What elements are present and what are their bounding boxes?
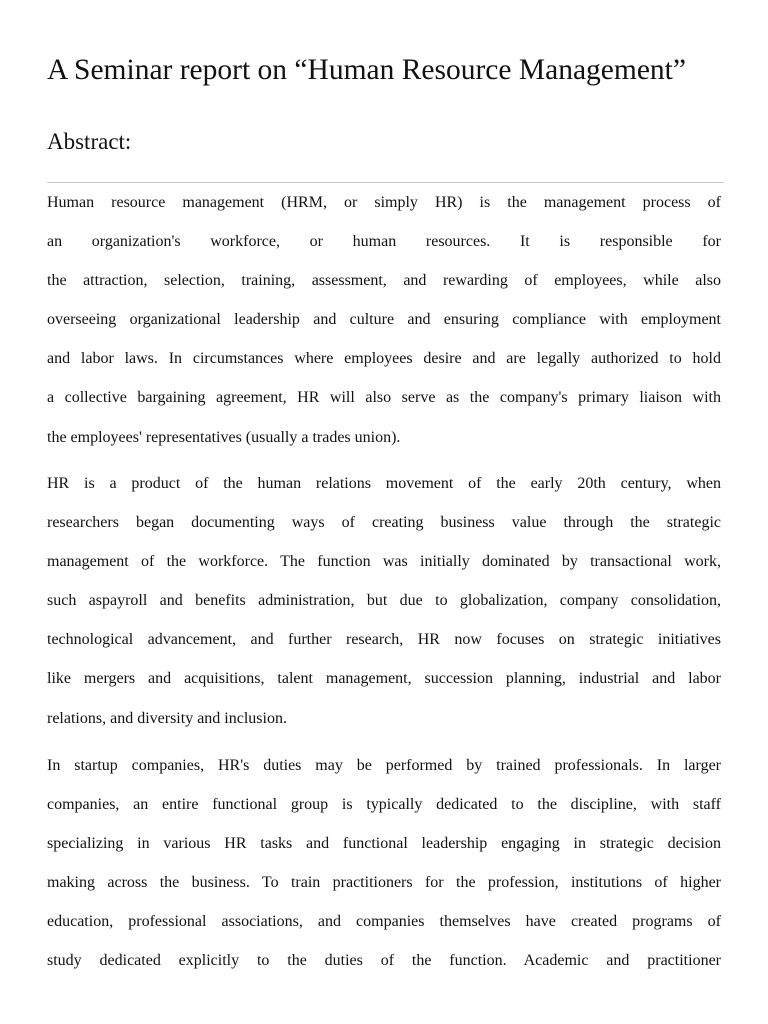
paragraph-line: the employees' representatives (usually a trades union). xyxy=(47,428,401,446)
paragraph-line: Human resource management (HRM, or simply HR) is the management process of xyxy=(47,194,721,211)
paragraph-line: technological advancement, and further research, HR now focuses on strategic initiatives xyxy=(47,631,721,649)
document-title: A Seminar report on “Human Resource Management” xyxy=(47,54,686,86)
paragraph-line: such aspayroll and benefits administration, but due to globalization, company consolidation, xyxy=(47,592,721,610)
paragraph-line: the attraction, selection, training, assessment, and rewarding of employees, while also xyxy=(47,272,721,290)
abstract-heading: Abstract: xyxy=(47,129,132,154)
paragraph-line: HR is a product of the human relations movement of the early 20th century, when xyxy=(47,475,721,492)
paragraph-line: education, professional associations, and companies themselves have created programs of xyxy=(47,913,721,931)
paragraph-line: companies, an entire functional group is typically dedicated to the discipline, with staff xyxy=(47,796,721,814)
paragraph-line: relations, and diversity and inclusion. xyxy=(47,709,287,727)
paragraph-line: like mergers and acquisitions, talent management, succession planning, industrial and labor xyxy=(47,670,721,688)
paragraph-line: study dedicated explicitly to the duties of the function. Academic and practitioner xyxy=(47,952,721,970)
paragraph-line: specializing in various HR tasks and functional leadership engaging in strategic decision xyxy=(47,835,721,853)
paragraph-2 xyxy=(47,464,721,738)
paragraph-line: and labor laws. In circumstances where employees desire and are legally authorized to hold xyxy=(47,350,721,368)
paragraph-line: management of the workforce. The function was initially dominated by transactional work, xyxy=(47,553,721,571)
paragraph-line: In startup companies, HR's duties may be performed by trained professionals. In larger xyxy=(47,757,721,774)
paragraph-line: making across the business. To train practitioners for the profession, institutions of higher xyxy=(47,874,721,892)
paragraph-line: an organization's workforce, or human resources. It is responsible for xyxy=(47,233,721,251)
paragraph-line: a collective bargaining agreement, HR will also serve as the company's primary liaison with xyxy=(47,389,721,407)
paragraph-1 xyxy=(47,183,721,457)
paragraph-line: researchers began documenting ways of creating business value through the strategic xyxy=(47,514,721,532)
paragraph-line: overseeing organizational leadership and culture and ensuring compliance with employment xyxy=(47,311,721,329)
paragraph-3 xyxy=(47,746,721,981)
